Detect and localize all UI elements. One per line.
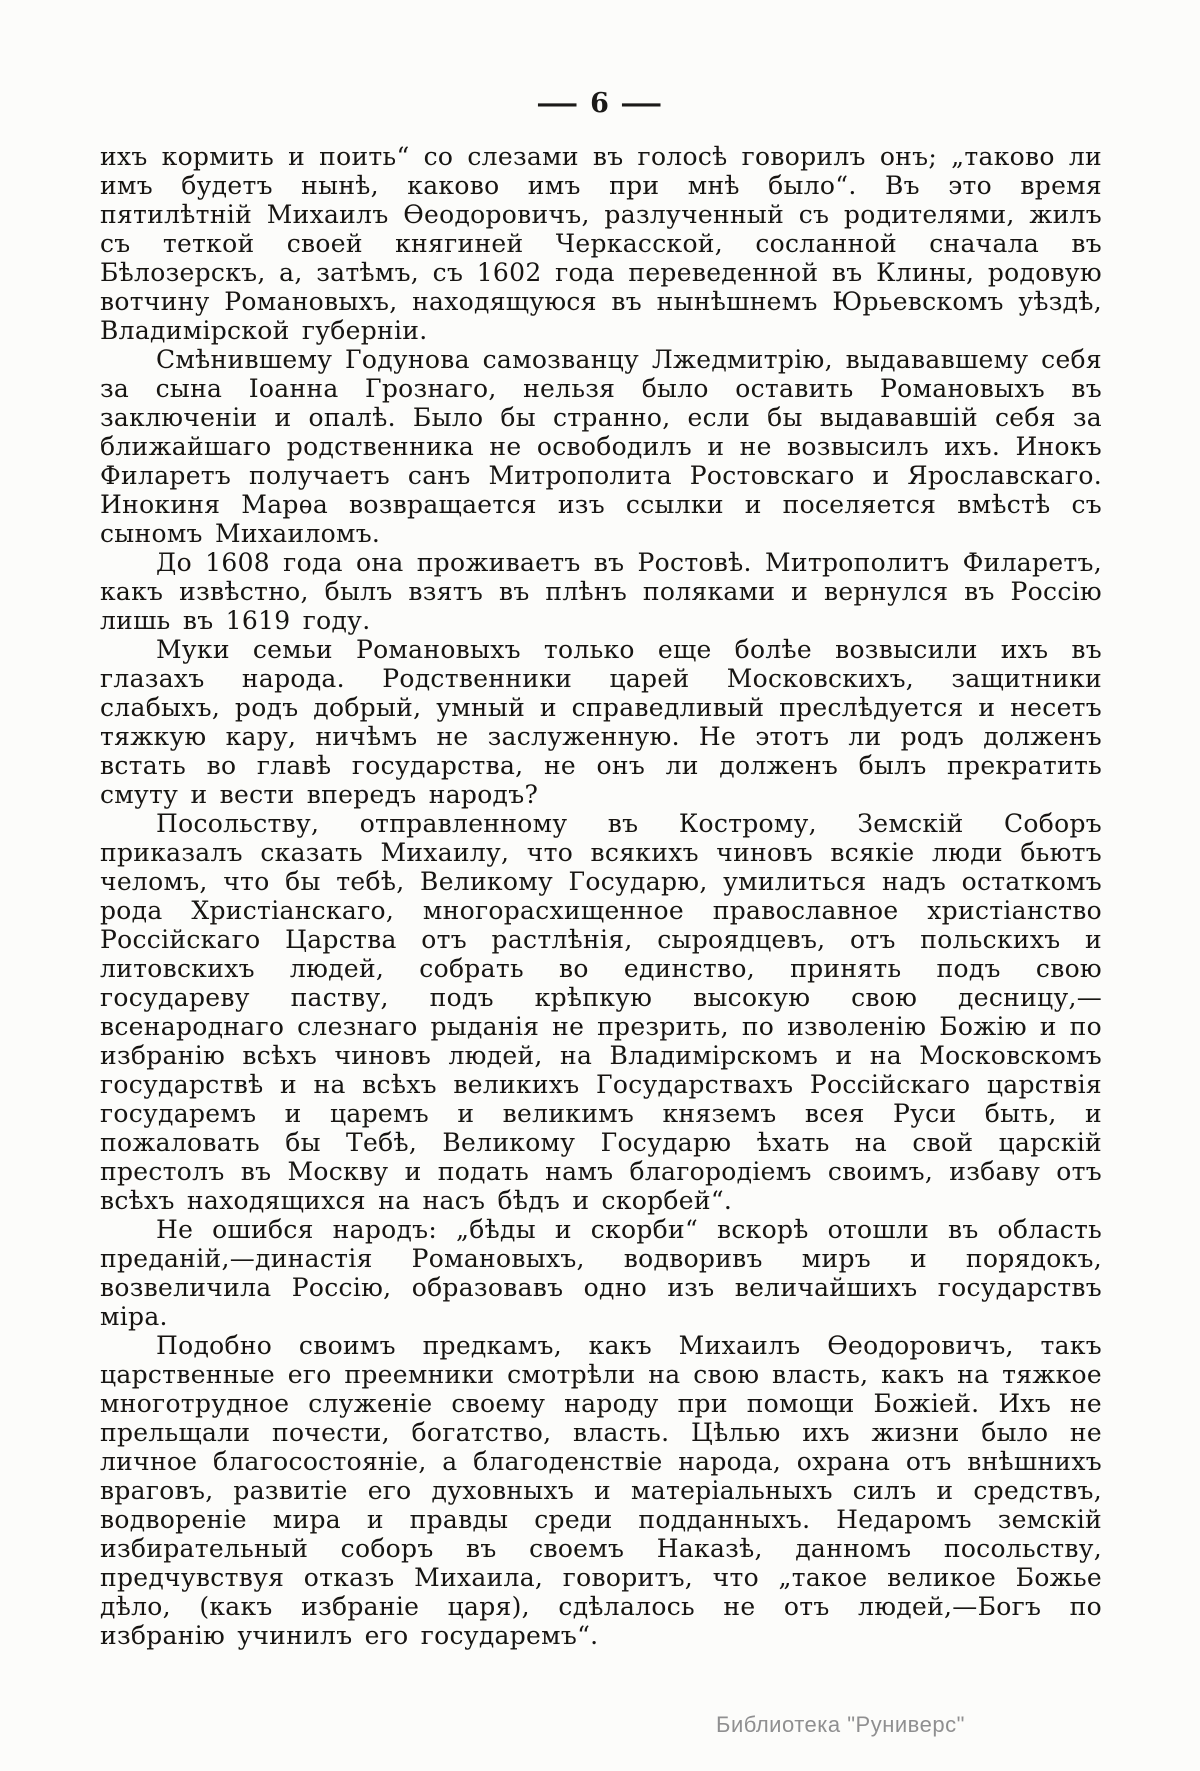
- page-number: 6: [590, 88, 610, 119]
- paragraph: Муки семьи Романовыхъ только еще болѣе возвысили ихъ въ глазахъ народа. Родственники царей Московскихъ, защитники слабыхъ, родъ добрый, умный и справедливый преслѣдуется и несетъ тяжкую кару, ничѣмъ не заслуженную. Не этотъ ли родъ долженъ встать во главѣ государства, не онъ ли долженъ былъ прекратить смуту и вести впередъ народъ?: [100, 635, 1102, 809]
- paragraph: ихъ кормить и поить“ со слезами въ голосѣ говорилъ онъ; „таково ли имъ будетъ нынѣ, каково имъ при мнѣ было“. Въ это время пятилѣтній Михаилъ Ѳеодоровичъ, разлученный съ родителями, жилъ съ теткой своей княгиней Черкасской, сосланной сначала въ Бѣлозерскъ, а, затѣмъ, съ 1602 года переведенной въ Клины, родовую вотчину Романовыхъ, находящуюся въ нынѣшнемъ Юрьевскомъ уѣздѣ, Владимірской губерніи.: [100, 142, 1102, 345]
- paragraph: До 1608 года она проживаетъ въ Ростовѣ. Митрополитъ Филаретъ, какъ извѣстно, былъ взятъ въ плѣнъ поляками и вернулся въ Россію лишь въ 1619 году.: [100, 548, 1102, 635]
- paragraph: Смѣнившему Годунова самозванцу Лжедмитрію, выдававшему себя за сына Іоанна Грознаго, нельзя было оставить Романовыхъ въ заключеніи и опалѣ. Было бы странно, если бы выдававшій себя за ближайшаго родственника не освободилъ и не возвысилъ ихъ. Инокъ Филаретъ получаетъ санъ Митрополита Ростовскаго и Ярославскаго. Инокиня Марѳа возвращается изъ ссылки и поселяется вмѣстѣ съ сыномъ Михаиломъ.: [100, 345, 1102, 548]
- page-header: [0, 88, 1200, 119]
- paragraph: Подобно своимъ предкамъ, какъ Михаилъ Ѳеодоровичъ, такъ царственные его преемники смотрѣли на свою власть, какъ на тяжкое многотрудное служеніе своему народу при помощи Божіей. Ихъ не прельщали почести, богатство, власть. Цѣлью ихъ жизни было не личное благосостояніе, а благоденствіе народа, охрана отъ внѣшнихъ враговъ, развитіе его духовныхъ и матеріальныхъ силъ и средствъ, водвореніе мира и правды среди подданныхъ. Недаромъ земскій избирательный соборъ въ своемъ Наказѣ, данномъ посольству, предчувствуя отказъ Михаила, говоритъ, что „такое великое Божье дѣло, (какъ избраніе царя), сдѣлалось не отъ людей,—Богъ по избранію учинилъ его государемъ“.: [100, 1331, 1102, 1650]
- paragraph: Посольству, отправленному въ Кострому, Земскій Соборъ приказалъ сказать Михаилу, что всякихъ чиновъ всякіе люди бьютъ челомъ, что бы тебѣ, Великому Государю, умилиться надъ остаткомъ рода Христіанскаго, многорасхищенное православное христіанство Россійскаго Царства отъ растлѣнія, сыроядцевъ, отъ польскихъ и литовскихъ людей, собрать во единство, принять подъ свою государеву паству, подъ крѣпкую высокую свою десницу,—всенароднаго слезнаго рыданія не презрить, по изволенію Божію и по избранію всѣхъ чиновъ людей, на Владимірскомъ и на Московскомъ государствѣ и на всѣхъ великихъ Государствахъ Россійскаго царствія государемъ и царемъ и великимъ княземъ всея Руси быть, и пожаловать бы Тебѣ, Великому Государю ѣхать на свой царскій престолъ въ Москву и подать намъ благородіемъ своимъ, избаву отъ всѣхъ находящихся на насъ бѣдъ и скорбей“.: [100, 809, 1102, 1215]
- header-dash-right: —: [619, 88, 665, 119]
- header-dash-left: —: [535, 88, 581, 119]
- text-block: [100, 142, 1102, 1650]
- watermark: Библиотека "Руниверс": [716, 1712, 965, 1737]
- paragraph: Не ошибся народъ: „бѣды и скорби“ вскорѣ отошли въ область преданій,—династія Романовыхъ, водворивъ миръ и порядокъ, возвеличила Россію, образовавъ одно изъ величайшихъ государствъ міра.: [100, 1215, 1102, 1331]
